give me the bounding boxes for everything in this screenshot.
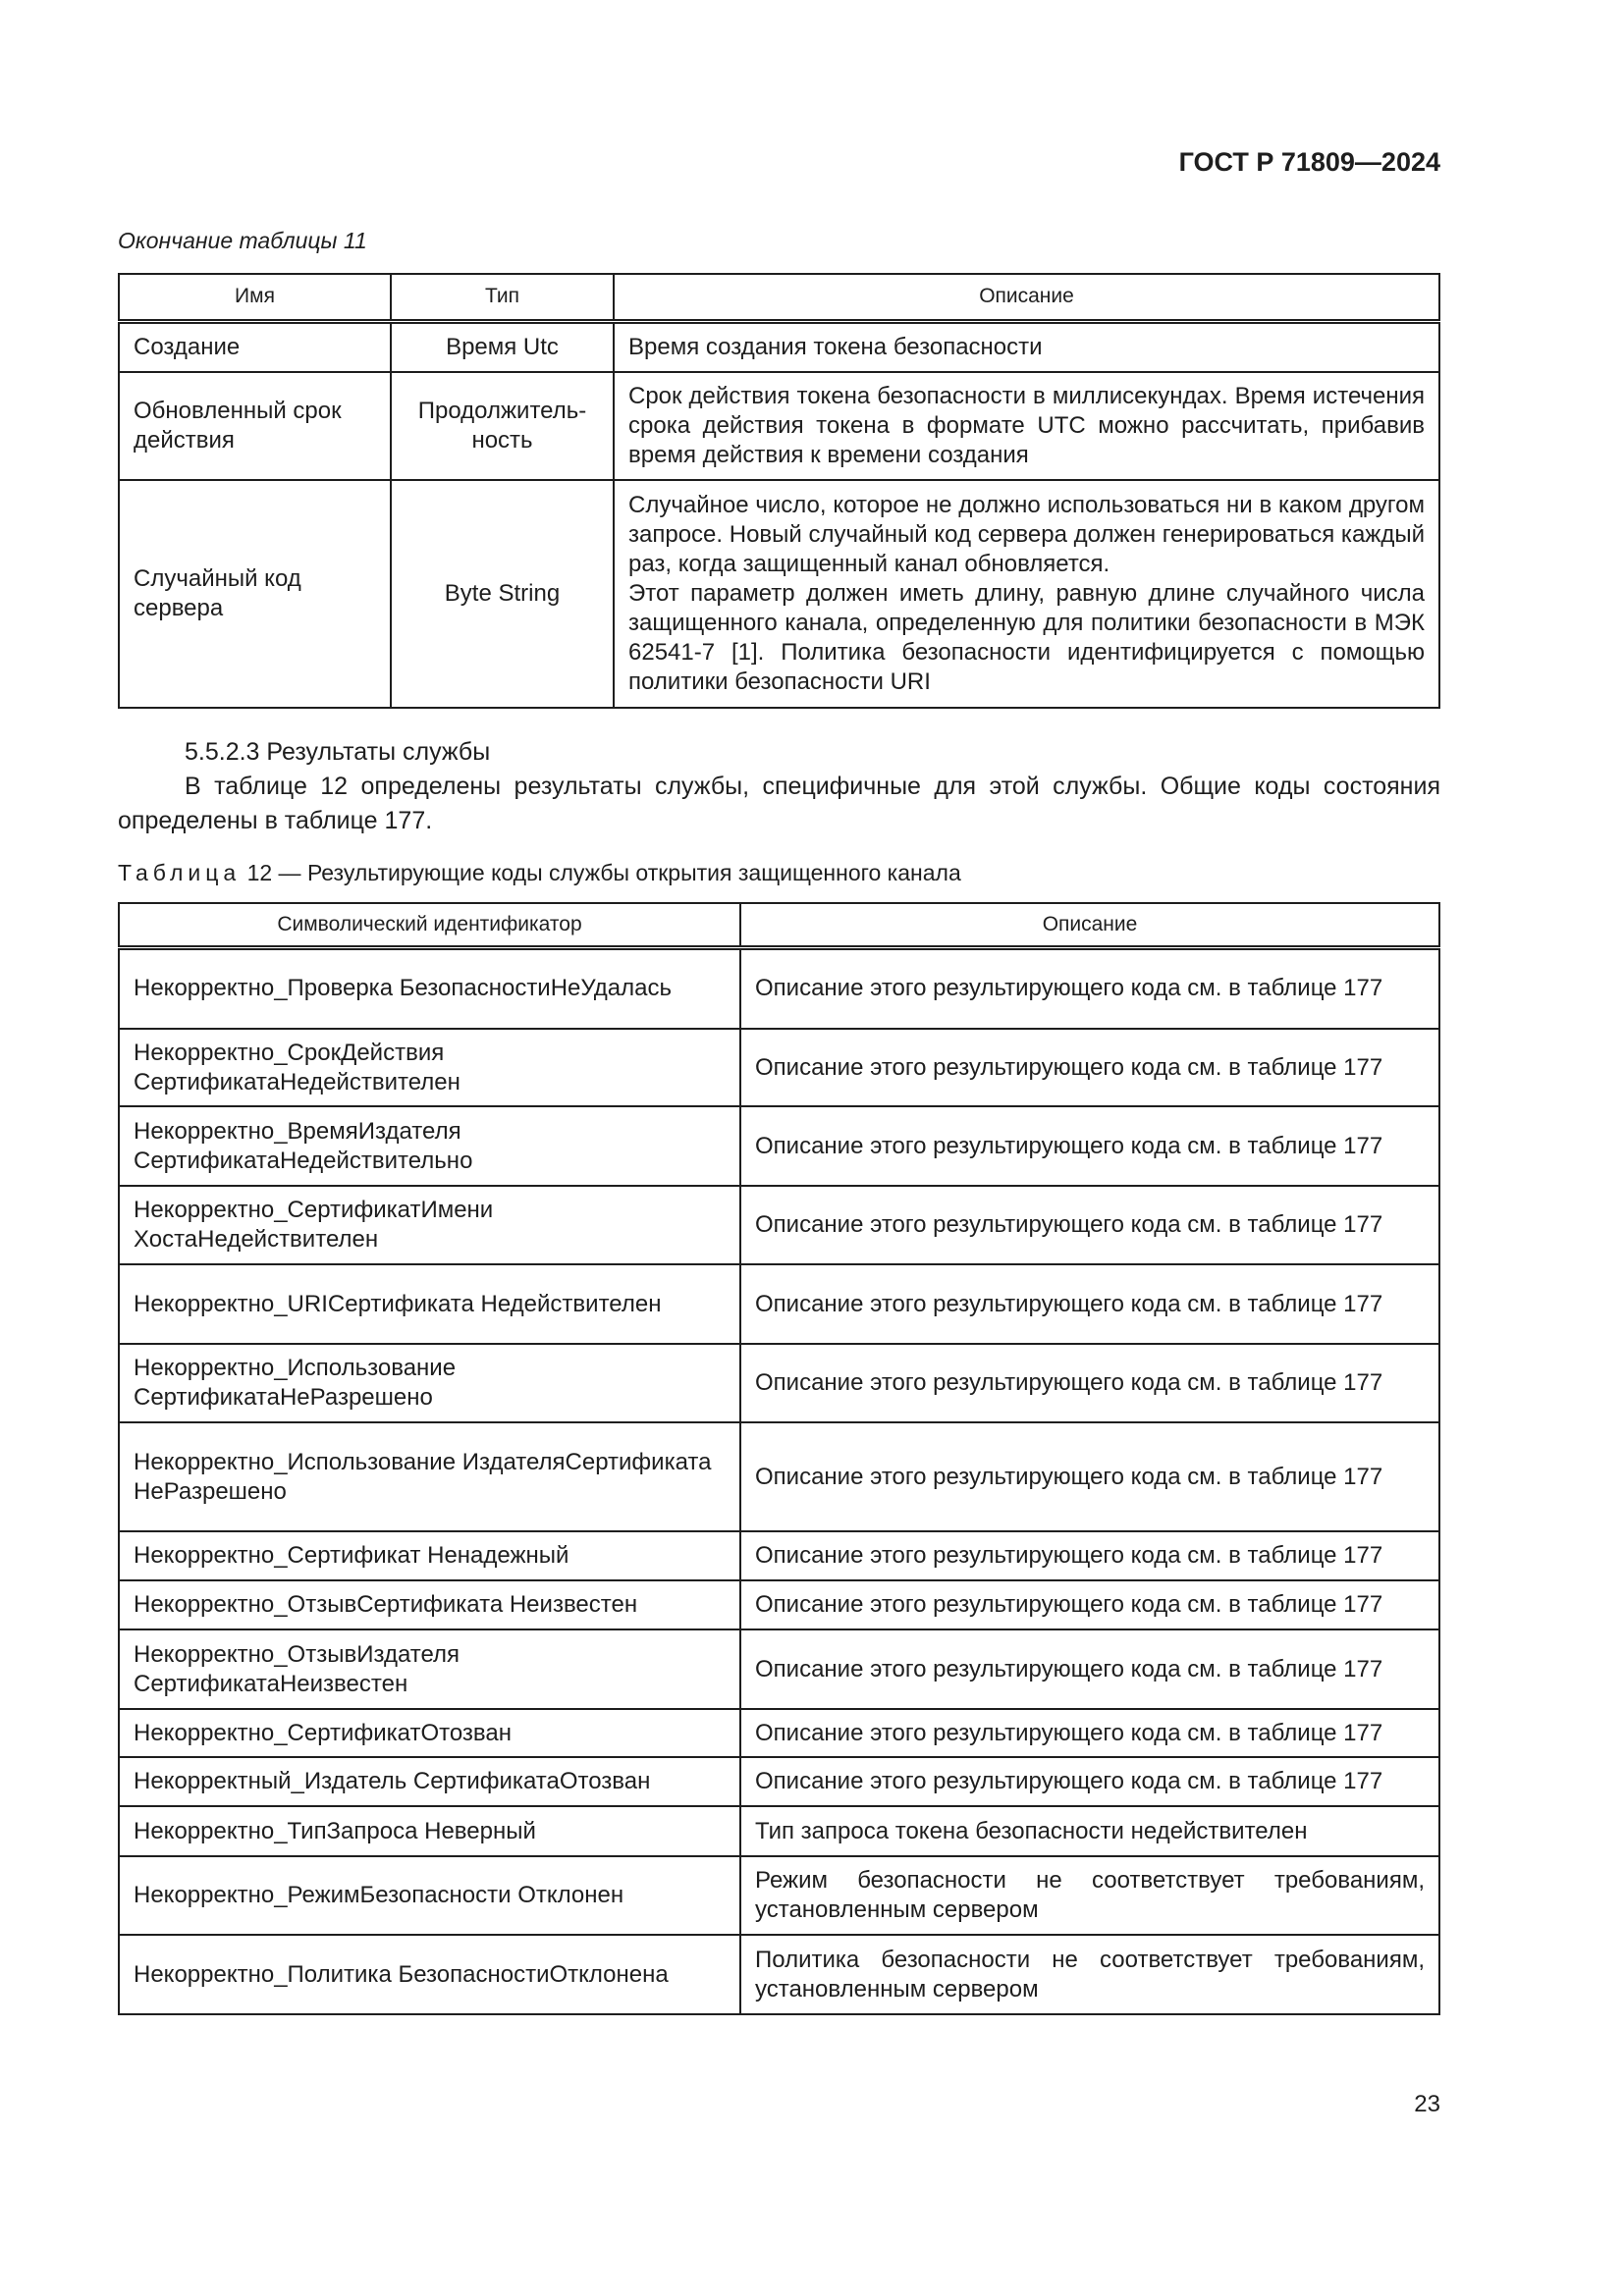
table-row [119, 1709, 1439, 1757]
cell-description: Описание этого результирующего кода см. в таблице 177 [740, 1629, 1439, 1709]
cell-description: Описание этого результирующего кода см. в таблице 177 [740, 1186, 1439, 1264]
table-row [119, 321, 1439, 372]
table-row [119, 1344, 1439, 1422]
table-row [119, 1106, 1439, 1186]
cell-description: Описание этого результирующего кода см. в таблице 177 [740, 1264, 1439, 1344]
cell-symbolic-id: Некорректно_Политика БезопасностиОтклонена [119, 1935, 740, 2014]
cell-symbolic-id: Некорректно_СертификатОтозван [119, 1709, 740, 1757]
cell-description: Описание этого результирующего кода см. в таблице 177 [740, 1531, 1439, 1580]
cell-description: Описание этого результирующего кода см. в таблице 177 [740, 1757, 1439, 1806]
table-caption-title: 12 — Результирующие коды службы открытия защищенного канала [241, 860, 961, 885]
page-number: 23 [1414, 2091, 1440, 2117]
table-row [119, 372, 1439, 480]
table-row [119, 1629, 1439, 1709]
cell-description: Политика безопасности не соответствует требованиям, установленным сервером [740, 1935, 1439, 2014]
cell-symbolic-id: Некорректный_Издатель СертификатаОтозван [119, 1757, 740, 1806]
cell-description: Описание этого результирующего кода см. в таблице 177 [740, 1422, 1439, 1531]
table-row [119, 947, 1439, 1029]
cell-name: Обновленный срок действия [119, 372, 391, 480]
document-id: ГОСТ Р 71809—2024 [1178, 147, 1440, 177]
table-11 [118, 273, 1440, 709]
cell-description: Описание этого результирующего кода см. в таблице 177 [740, 1580, 1439, 1629]
table-12-caption [118, 860, 961, 886]
table-row [119, 1186, 1439, 1264]
table-row [119, 1935, 1439, 2014]
section-heading: 5.5.2.3 Результаты службы [185, 738, 491, 766]
cell-name: Случайный код сервера [119, 480, 391, 708]
cell-type: Время Utc [391, 321, 614, 372]
cell-description: Описание этого результирующего кода см. в таблице 177 [740, 1344, 1439, 1422]
cell-symbolic-id: Некорректно_СертификатИмени ХостаНедействителен [119, 1186, 740, 1264]
cell-symbolic-id: Некорректно_ВремяИздателя СертификатаНедействительно [119, 1106, 740, 1186]
cell-symbolic-id: Некорректно_Проверка БезопасностиНеУдалась [119, 947, 740, 1029]
table-row [119, 1806, 1439, 1856]
cell-description: Описание этого результирующего кода см. в таблице 177 [740, 1709, 1439, 1757]
cell-type: Продолжитель-ность [391, 372, 614, 480]
cell-description: Тип запроса токена безопасности недействителен [740, 1806, 1439, 1856]
column-header-type: Тип [391, 274, 614, 321]
cell-name: Создание [119, 321, 391, 372]
table-row [119, 1757, 1439, 1806]
column-header-symbolic-id: Символический идентификатор [119, 903, 740, 947]
table-row [119, 1264, 1439, 1344]
cell-description: Срок действия токена безопасности в миллисекундах. Время истечения срока действия токена в формате UTC можно рассчитать, прибавив время действия к времени создания [614, 372, 1439, 480]
cell-symbolic-id: Некорректно_Сертификат Ненадежный [119, 1531, 740, 1580]
cell-symbolic-id: Некорректно_ОтзывИздателя СертификатаНеизвестен [119, 1629, 740, 1709]
section-paragraph: В таблице 12 определены результаты службы, специфичные для этой службы. Общие коды состояния определены в таблице 177. [118, 773, 1440, 834]
cell-symbolic-id: Некорректно_ТипЗапроса Неверный [119, 1806, 740, 1856]
table-row [119, 1029, 1439, 1106]
column-header-description: Описание [740, 903, 1439, 947]
cell-description: Случайное число, которое не должно использоваться ни в каком другом запросе. Новый случайный код сервера должен генерироваться каждый раз, когда защищенный канал обновляется. Этот параметр должен иметь длину, равную длине случайного числа защищенного канала, определенную для политики безопасности в МЭК 62541-7 [1]. Политика безопасности идентифицируется с помощью политики безопасности URI [614, 480, 1439, 708]
table-row [119, 1580, 1439, 1629]
table-caption-prefix: Таблица [118, 860, 242, 885]
table-row [119, 1422, 1439, 1531]
table-row [119, 480, 1439, 708]
cell-description: Описание этого результирующего кода см. в таблице 177 [740, 1106, 1439, 1186]
table-row [119, 1856, 1439, 1935]
column-header-name: Имя [119, 274, 391, 321]
column-header-description: Описание [614, 274, 1439, 321]
table-12 [118, 902, 1440, 2015]
cell-symbolic-id: Некорректно_РежимБезопасности Отклонен [119, 1856, 740, 1935]
cell-symbolic-id: Некорректно_URIСертификата Недействителен [119, 1264, 740, 1344]
cell-description: Описание этого результирующего кода см. в таблице 177 [740, 947, 1439, 1029]
cell-symbolic-id: Некорректно_Использование ИздателяСертификата НеРазрешено [119, 1422, 740, 1531]
table-row [119, 1531, 1439, 1580]
cell-symbolic-id: Некорректно_Использование СертификатаНеРазрешено [119, 1344, 740, 1422]
cell-symbolic-id: Некорректно_ОтзывСертификата Неизвестен [119, 1580, 740, 1629]
cell-description: Режим безопасности не соответствует требованиям, установленным сервером [740, 1856, 1439, 1935]
cell-symbolic-id: Некорректно_СрокДействия СертификатаНедействителен [119, 1029, 740, 1106]
cell-type: Byte String [391, 480, 614, 708]
cell-description: Время создания токена безопасности [614, 321, 1439, 372]
cell-description: Описание этого результирующего кода см. в таблице 177 [740, 1029, 1439, 1106]
table-11-continuation-caption: Окончание таблицы 11 [118, 228, 367, 253]
